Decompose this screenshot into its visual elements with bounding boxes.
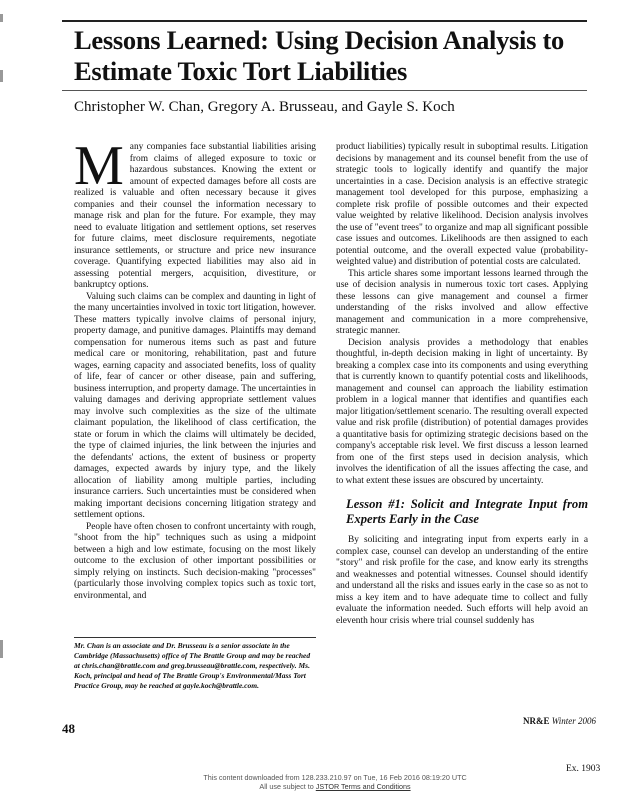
scan-edge-mark bbox=[0, 14, 3, 22]
page-number: 48 bbox=[62, 721, 75, 736]
article-authors: Christopher W. Chan, Gregory A. Brusseau, and Gayle S. Koch bbox=[74, 99, 455, 115]
paragraph-text: any companies face substantial liabilities arising from claims of alleged exposure to toxic or hazardous substances. Knowing the extent or amount of expected damages before all costs are realized is valuable and often necessary because it gives companies and their counsel the information necessary to manage risk and plan for the future. For example, they may need to evaluate litigation and settlement options, set reserves for future claims, meet disclosure requirements, negotiate insurance settlements, or structure and price new insurance coverage. Quantifying expected liabilities may also aid in assessing potential mergers, acquisition, divestiture, or bankruptcy options. bbox=[74, 142, 316, 290]
scan-edge-mark bbox=[0, 70, 3, 82]
jstor-download-line: This content downloaded from 128.233.210.97 on Tue, 16 Feb 2016 08:19:20 UTC bbox=[203, 773, 467, 782]
scan-edge-mark bbox=[0, 640, 3, 658]
jstor-terms-link[interactable]: JSTOR Terms and Conditions bbox=[315, 782, 411, 791]
jstor-notice bbox=[180, 773, 490, 791]
body-paragraph: This article shares some important lessons learned through the use of decision analysis in numerous toxic tort cases. Applying these lessons can give management and counsel a firmer understanding of the risks involved and allow effective management and communication in a more comprehensive, strategic manner. bbox=[336, 268, 588, 336]
journal-issue: Winter 2006 bbox=[551, 716, 596, 726]
article-title: Lessons Learned: Using Decision Analysis to Estimate Toxic Tort Liabilities bbox=[74, 25, 564, 86]
top-rule bbox=[62, 20, 587, 22]
section-heading: Lesson #1: Solicit and Integrate Input from Experts Early in the Case bbox=[346, 497, 588, 526]
body-paragraph: By soliciting and integrating input from experts early in a complex case, counsel can develop an understanding of the entire "story" and risk profile for the case, and know early its strengths and weaknesses and potential witnesses. Counsel should identify and understand all the risks and issues early in the case so as not to miss a key item and to have adequate time to collect and fully evaluate the information needed. Such efforts will help avoid an eleventh hour crisis where trial counsel suddenly has bbox=[336, 535, 588, 626]
left-column bbox=[74, 135, 316, 602]
right-column bbox=[336, 142, 588, 627]
jstor-terms-prefix: All use subject to bbox=[259, 782, 314, 791]
body-paragraph: product liabilities) typically result in suboptimal results. Litigation decisions by management and its counsel benefit from the use of strategic tools to logically identify and quantify the major uncertainties in a case. Decision analysis is an effective strategic management tool developed for this purpose, emphasizing a complete risk profile of possible outcomes and their expected value weighted by relative likelihood. Decision analysis involves the use of "event trees" to organize and map all significant possible case issues and outcomes. Likelihoods are then assigned to each potential outcome, and the overall expected value (probability-weighted value) and distribution of potential costs are calculated. bbox=[336, 142, 588, 267]
exhibit-label: Ex. 1903 bbox=[566, 764, 601, 774]
title-rule bbox=[62, 90, 587, 91]
footnote-rule bbox=[74, 637, 316, 638]
body-paragraph: Decision analysis provides a methodology that enables thoughtful, in-depth decision making in light of uncertainty. By breaking a complex case into its components and using everything that is currently known to quantify potential costs and likelihoods, management and counsel can approach the liability estimation problem in a logical manner that identifies and quantifies each major litigation/settlement scenario. The resulting overall expected value and risk profile (distribution) of potential damages provides a quantitative basis for optimizing strategic decisions based on the company's acceptable risk level. We first discuss a lesson learned from one of the first steps used in decision analysis, which involves the identification of all the issues affecting the case, and to what extent these issues are obscured by uncertainty. bbox=[336, 337, 588, 486]
journal-footer bbox=[523, 716, 596, 726]
author-footnote: Mr. Chan is an associate and Dr. Brusseau is a senior associate in the Cambridge (Massachusetts) office of The Brattle Group and may be reached at chris.chan@brattle.com and greg.brusseau@brattle.com, respectively. Ms. Koch, principal and head of The Brattle Group's Environmental/Mass Tort Practice Group, may be reached at gayle.koch@brattle.com. bbox=[74, 641, 311, 690]
body-paragraph: People have often chosen to confront uncertainty with rough, "shoot from the hip" techniques such as using a midpoint between a high and low estimate, focusing on the most likely outcome to the exclusion of other important possibilities or simply relying on instincts. Such decision-making "processes" (particularly those involving complex topics such as toxic tort, environmental, and bbox=[74, 521, 316, 601]
jstor-terms-line bbox=[180, 782, 490, 791]
drop-cap: M bbox=[74, 135, 124, 197]
body-paragraph: Valuing such claims can be complex and daunting in light of the many uncertainties involved in toxic tort litigation, however. These matters typically involve claims of personal injury, property damage, and punitive damages. Plaintiffs may demand compensation for numerous items such as past and future medical care or monitoring, rehabilitation, past and future wages, earning capacity and associated benefits, loss of quality of life, fear of cancer or other disease, pain and suffering, business interruption, and property damage. The uncertainties in valuing damages and deriving appropriate settlement values may involve such complexities as the size of the ultimate claimant population, the likelihood of class certification, the state or forum in which the claims will ultimately be decided, the type of claimed injuries, the link between the injuries and the defendants' actions, the extent of business or property damages, expected awards by injury type, and the likely allocation of liability among multiple parties, including insurance carriers. Such uncertainties must be considered when making important decisions concerning litigation strategy and settlement options. bbox=[74, 291, 316, 520]
journal-name: NR&E bbox=[523, 716, 550, 726]
opening-paragraph bbox=[74, 135, 316, 292]
